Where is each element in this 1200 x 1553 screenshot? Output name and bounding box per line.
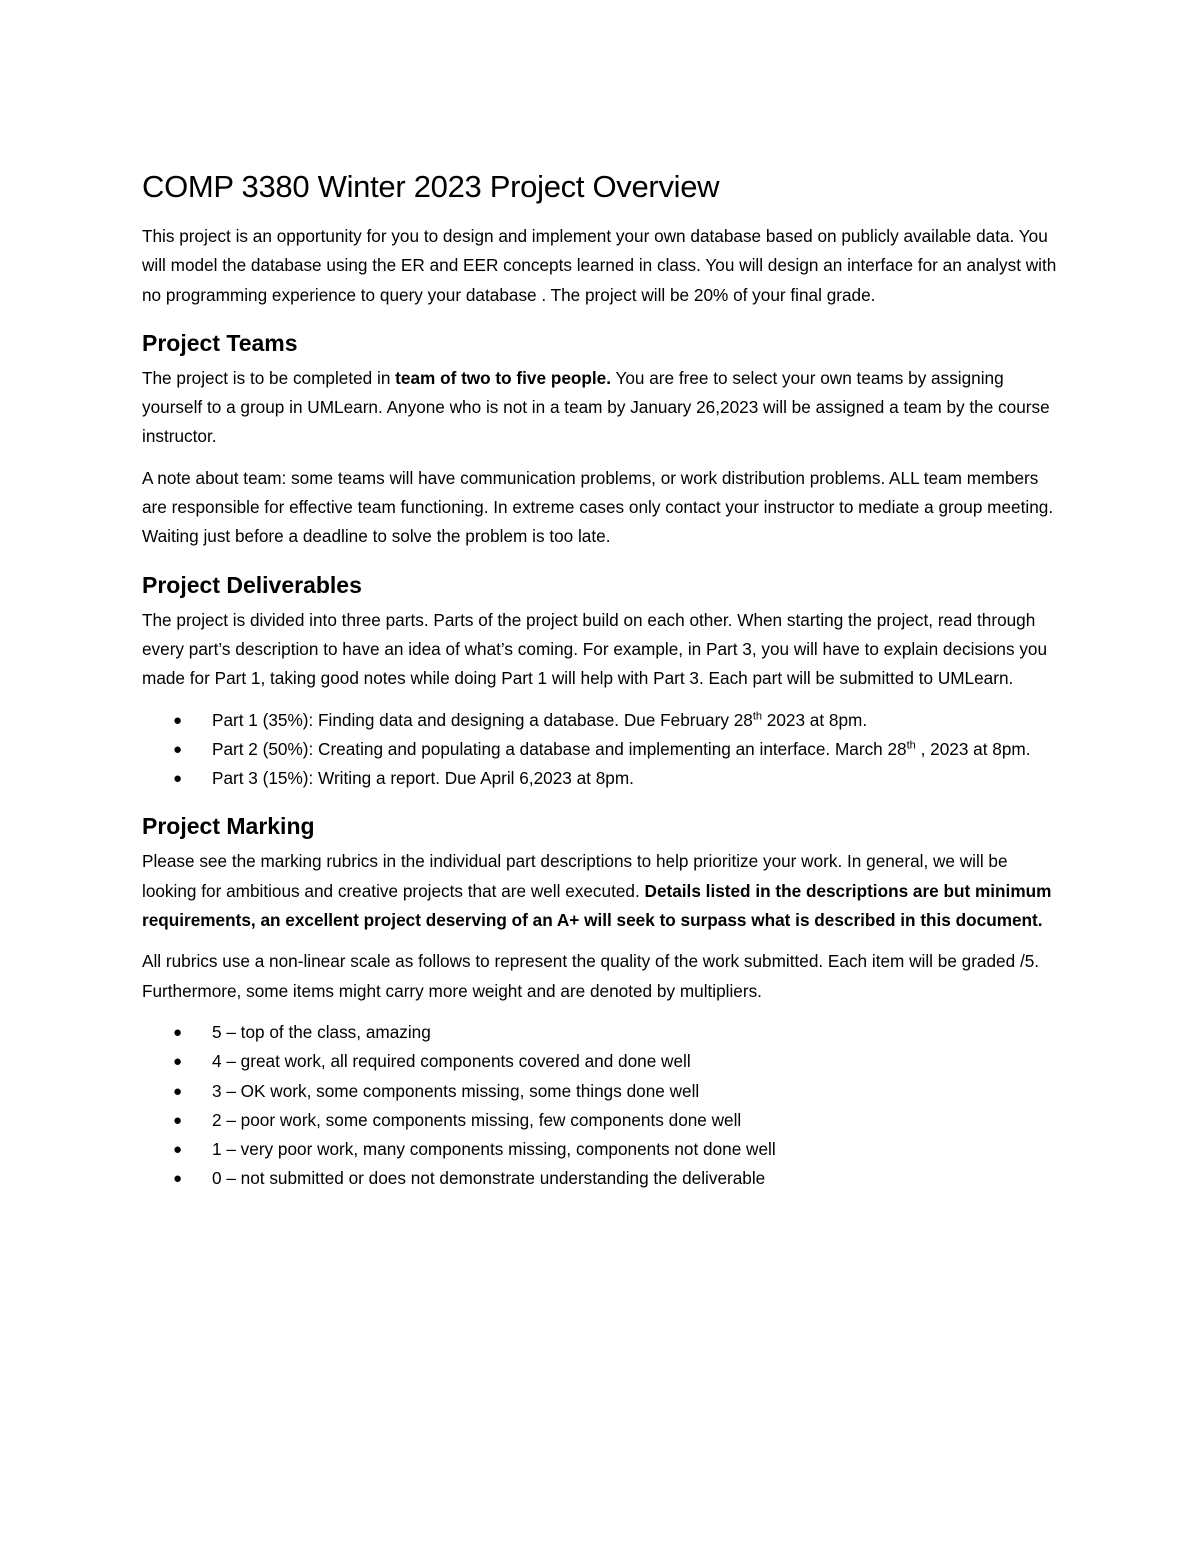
- list-item: [142, 1106, 1062, 1135]
- teams-paragraph-1: [142, 364, 1062, 452]
- grading-scale-list: [142, 1018, 1062, 1194]
- bullet-icon: ●: [173, 1023, 183, 1041]
- teams-p1-bold: team of two to five people.: [395, 367, 611, 388]
- marking-p1-text: Please see the marking rubrics in the individual part descriptions to help prioritize your work. In general, we will be looking for ambitious and creative projects that are well executed.: [142, 851, 1008, 901]
- list-item-part-2: [142, 735, 1062, 764]
- bullet-icon: ●: [173, 1170, 183, 1188]
- list-item: [142, 1018, 1062, 1047]
- bullet-icon: ●: [173, 1082, 183, 1100]
- list-item: [142, 1077, 1062, 1106]
- intro-paragraph: This project is an opportunity for you to design and implement your own database based on publicly available data. You will model the database using the ER and EER concepts learned in class. You will design an interface for an analyst with no programming experience to query your database . The project will be 20% of your final grade.: [142, 226, 1057, 305]
- part-label: Part 1 (35%):: [212, 709, 314, 730]
- scale-text: 2 – poor work, some components missing, few components done well: [212, 1109, 742, 1130]
- part-label: Part 3 (15%):: [212, 768, 314, 789]
- part-label: Part 2 (50%):: [212, 738, 314, 759]
- part-text-end: , 2023 at 8pm.: [915, 738, 1031, 759]
- part-superscript: th: [752, 709, 762, 722]
- document-title: COMP 3380 Winter 2023 Project Overview: [142, 169, 720, 204]
- deliverables-paragraph: The project is divided into three parts. Parts of the project build on each other. When starting the project, read through every part’s description to have an idea of what’s coming. For example, in Part 3, you will have to explain decisions you made for Part 1, taking good notes while doing Part 1 will help with Part 3. Each part will be submitted to UMLearn.: [142, 609, 1048, 689]
- section-heading-marking: Project Marking: [142, 813, 315, 840]
- scale-text: 1 – very poor work, many components missing, components not done well: [212, 1139, 776, 1160]
- deliverables-list: [142, 706, 1062, 794]
- part-text-end: 2023 at 8pm.: [762, 709, 868, 730]
- bullet-icon: ●: [173, 770, 183, 788]
- list-item-part-3: [142, 764, 1062, 793]
- part-text: Writing a report. Due April 6,2023 at 8pm.: [313, 768, 634, 789]
- scale-text: 3 – OK work, some components missing, some things done well: [212, 1080, 700, 1101]
- part-text: Finding data and designing a database. Due February 28: [313, 709, 753, 730]
- part-superscript: th: [906, 739, 916, 752]
- teams-paragraph-2: A note about team: some teams will have communication problems, or work distribution problems. ALL team members are responsible for effective team functioning. In extreme cases only contact your instructor to mediate a group meeting. Waiting just before a deadline to solve the problem is too late.: [142, 467, 1054, 547]
- scale-text: 4 – great work, all required components covered and done well: [212, 1051, 691, 1072]
- scale-text: 5 – top of the class, amazing: [212, 1021, 431, 1042]
- document-page: [142, 165, 1062, 1212]
- part-text: Creating and populating a database and implementing an interface. March 28: [313, 738, 907, 759]
- bullet-icon: ●: [173, 1141, 183, 1159]
- bullet-icon: ●: [173, 1053, 183, 1071]
- list-item: [142, 1164, 1062, 1193]
- marking-paragraph-1: [142, 847, 1062, 935]
- bullet-icon: ●: [173, 740, 183, 758]
- bullet-icon: ●: [173, 1111, 183, 1129]
- marking-p1-bold: Details listed in the descriptions are but minimum requirements, an excellent project deserving of an A+ will seek to surpass what is described in this document.: [142, 880, 1052, 931]
- section-heading-deliverables: Project Deliverables: [142, 571, 362, 598]
- teams-p1-text-after: You are free to select your own teams by assigning yourself to a group in UMLearn. Anyone who is not in a team by January 26,2023 will be assigned a team by the course instructor.: [142, 367, 1050, 447]
- teams-p1-text-before: The project is to be completed in: [142, 367, 396, 388]
- list-item: [142, 1047, 1062, 1076]
- list-item: [142, 1135, 1062, 1164]
- bullet-icon: ●: [173, 711, 183, 729]
- list-item-part-1: [142, 706, 1062, 735]
- marking-paragraph-2: All rubrics use a non-linear scale as follows to represent the quality of the work submitted. Each item will be graded /5. Furthermore, some items might carry more weight and are denoted by multipliers.: [142, 951, 1040, 1001]
- section-heading-teams: Project Teams: [142, 329, 298, 356]
- scale-text: 0 – not submitted or does not demonstrate understanding the deliverable: [212, 1168, 766, 1189]
